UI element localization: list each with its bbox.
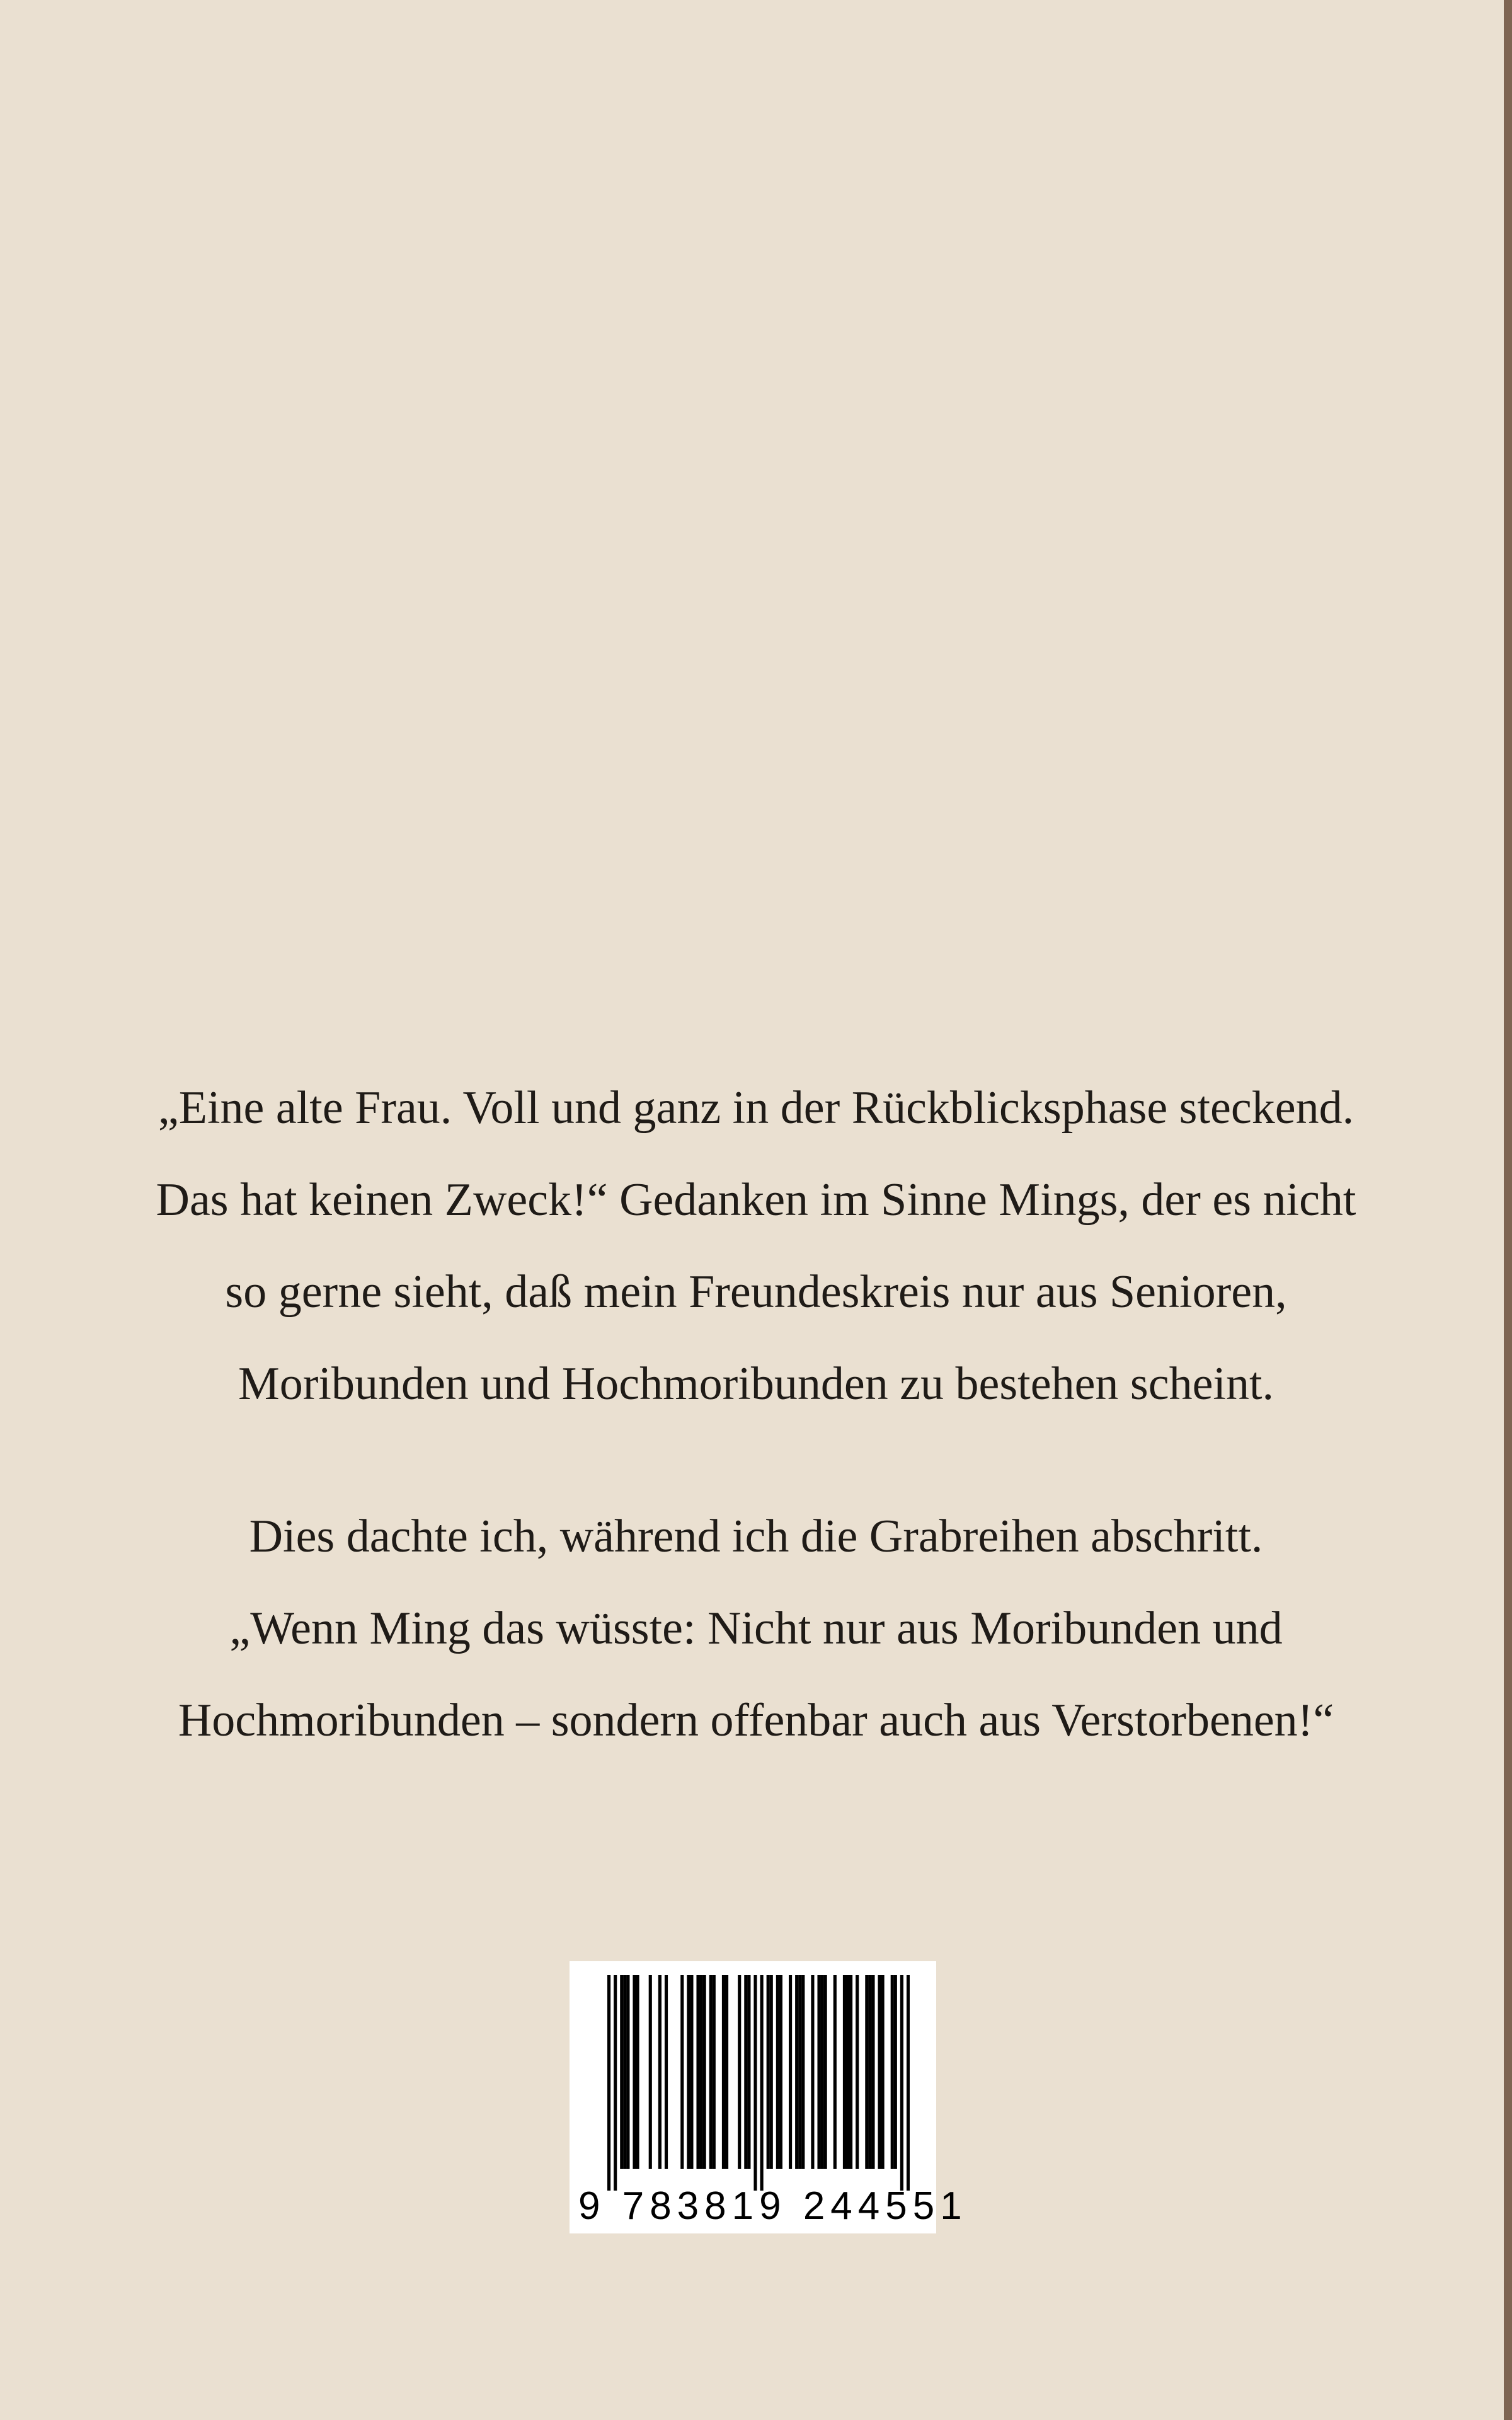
barcode-guard-bar: [607, 1975, 610, 2191]
barcode-bar: [891, 1975, 894, 2169]
barcode-guard-bar: [760, 1975, 764, 2191]
barcode-guard-bar: [907, 1975, 910, 2191]
barcode-bar: [789, 1975, 792, 2169]
blurb-paragraph-1: [0, 1062, 1512, 1430]
barcode-bar: [709, 1975, 713, 2169]
barcode-bar: [725, 1975, 728, 2169]
barcode-bar: [795, 1975, 798, 2169]
blurb-line: „Eine alte Frau. Voll und ganz in der Rückblicksphase steckend.: [158, 1082, 1354, 1134]
barcode-bar: [776, 1975, 779, 2169]
barcode-bar: [770, 1975, 773, 2169]
barcode-bar: [767, 1975, 770, 2169]
blurb-line: so gerne sieht, daß mein Freundeskreis nur aus Senioren,: [225, 1266, 1287, 1318]
barcode-bar: [865, 1975, 868, 2169]
barcode-bar: [703, 1975, 706, 2169]
barcode-guard-bar: [753, 1975, 757, 2191]
barcode-bar: [658, 1975, 662, 2169]
barcode-bar: [636, 1975, 639, 2169]
barcode-bar: [620, 1975, 623, 2169]
barcode-bar: [881, 1975, 885, 2169]
barcode-bar: [722, 1975, 725, 2169]
blurb-line: Dies dachte ich, während ich die Grabreihen abschritt.: [249, 1511, 1263, 1562]
barcode-bar: [747, 1975, 750, 2169]
barcode-bar: [821, 1975, 824, 2169]
barcode-bar: [687, 1975, 690, 2169]
barcode-bar: [824, 1975, 827, 2169]
blurb-line: Moribunden und Hochmoribunden zu bestehen scheint.: [238, 1358, 1274, 1410]
barcode-bar: [713, 1975, 716, 2169]
barcode-bar: [894, 1975, 897, 2169]
barcode-guard-bar: [900, 1975, 903, 2191]
barcode-guard-bar: [614, 1975, 617, 2191]
barcode-bar: [665, 1975, 668, 2169]
paragraph-spacer: [0, 1430, 1512, 1490]
barcode-bar: [856, 1975, 859, 2169]
barcode-bar: [738, 1975, 741, 2169]
barcode-bar: [871, 1975, 874, 2169]
blurb-line: Das hat keinen Zweck!“ Gedanken im Sinne Mings, der es nicht: [156, 1174, 1356, 1226]
barcode-bar: [649, 1975, 652, 2169]
barcode-bar: [868, 1975, 871, 2169]
barcode-bar: [623, 1975, 626, 2169]
barcode-bar: [680, 1975, 684, 2169]
barcode-digits: 9 783819 244551: [578, 2184, 968, 2228]
barcode-bar: [878, 1975, 881, 2169]
barcode-bar: [846, 1975, 849, 2169]
barcode-bar: [690, 1975, 693, 2169]
barcode-bar: [801, 1975, 805, 2169]
blurb-paragraph-2: [0, 1490, 1512, 1766]
barcode-bar: [779, 1975, 782, 2169]
barcode-bars-graphic: [607, 1975, 910, 2191]
barcode-bar: [700, 1975, 703, 2169]
barcode-bar: [849, 1975, 852, 2169]
barcode-bar: [817, 1975, 820, 2169]
barcode-bar: [833, 1975, 837, 2169]
barcode-bar: [744, 1975, 747, 2169]
barcode-bar: [843, 1975, 846, 2169]
barcode-bar: [696, 1975, 699, 2169]
barcode-bar: [798, 1975, 801, 2169]
isbn-barcode: [570, 1961, 968, 2233]
blurb-line: Hochmoribunden – sondern offenbar auch aus Verstorbenen!“: [178, 1695, 1334, 1746]
barcode-bar: [811, 1975, 814, 2169]
barcode-bar: [633, 1975, 636, 2169]
blurb-line: „Wenn Ming das wüsste: Nicht nur aus Moribunden und: [229, 1603, 1283, 1654]
back-cover-blurb: [0, 1062, 1512, 1766]
barcode-bar: [626, 1975, 629, 2169]
